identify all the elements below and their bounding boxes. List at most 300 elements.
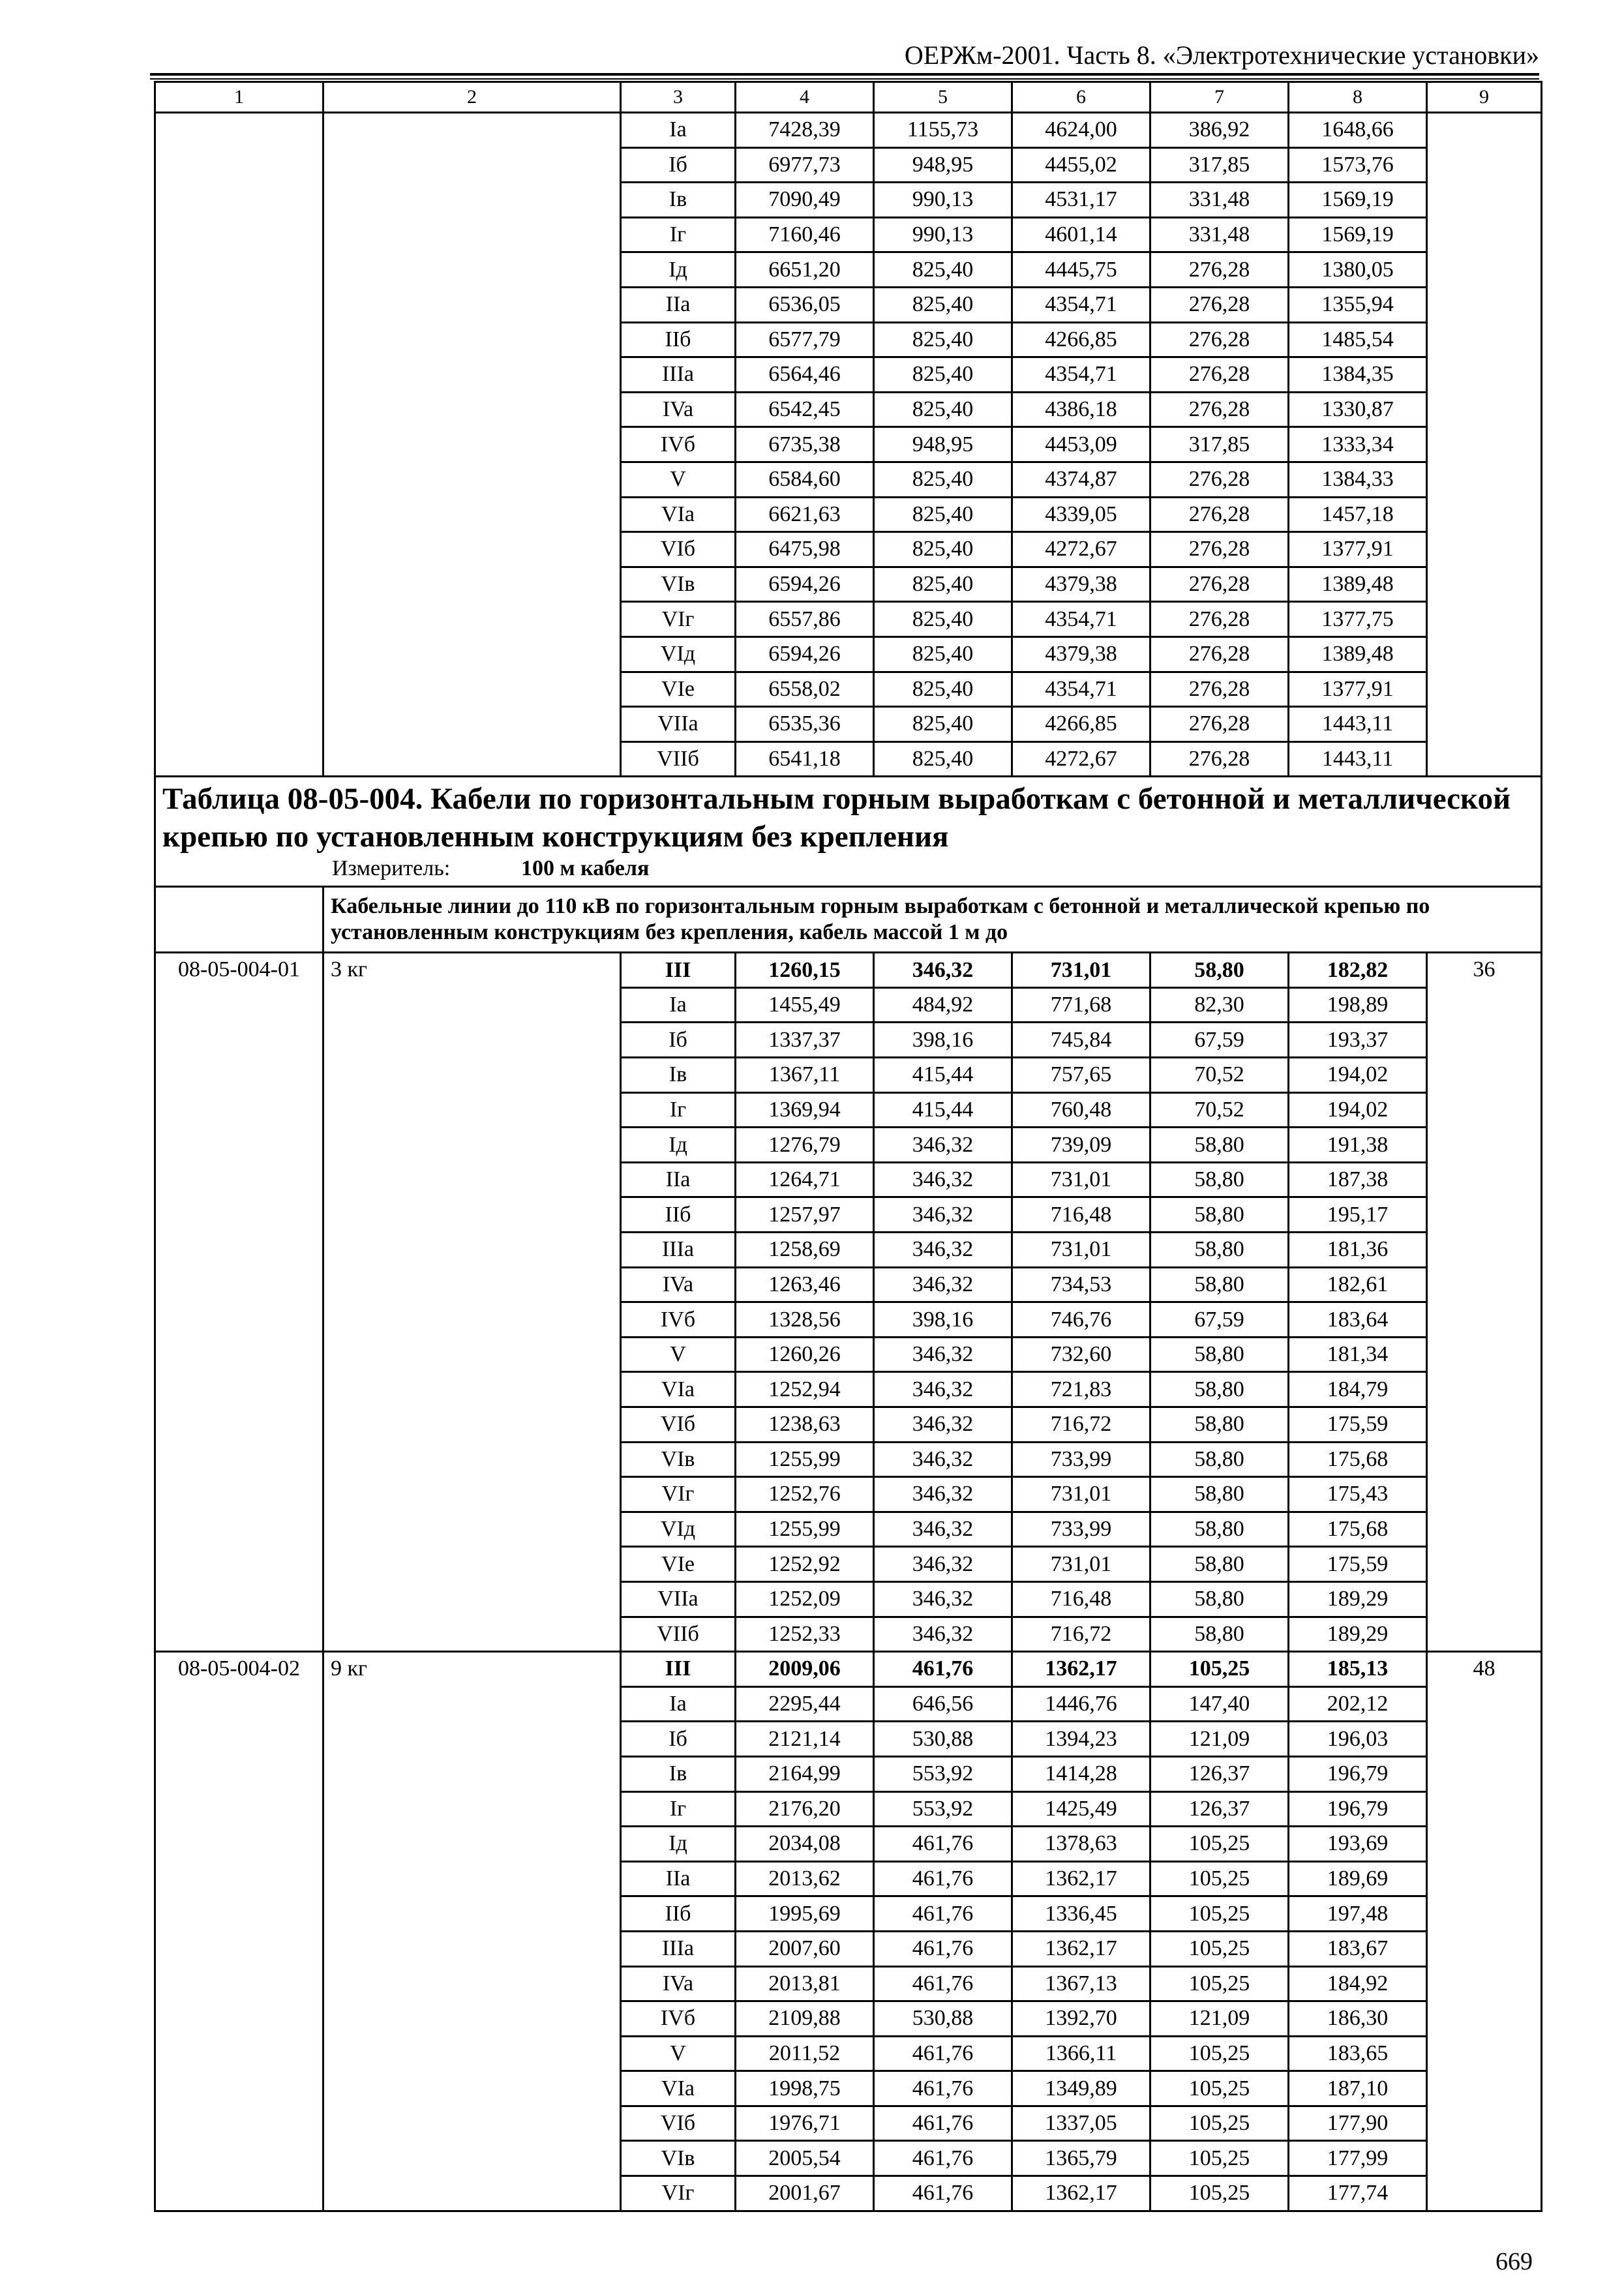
price-value: 733,99 — [1012, 1512, 1150, 1547]
price-value: 1263,46 — [736, 1267, 874, 1302]
price-value: 2011,52 — [736, 2036, 874, 2071]
table-row — [155, 953, 1542, 988]
price-value: 386,92 — [1150, 113, 1289, 148]
zone-code: IIa — [621, 287, 736, 322]
price-value: 461,76 — [874, 1966, 1012, 2001]
price-value: 58,80 — [1150, 1547, 1289, 1582]
price-value: 553,92 — [874, 1756, 1012, 1791]
zone-code: VIIб — [621, 1617, 736, 1652]
price-value: 276,28 — [1150, 672, 1289, 707]
price-value: 1377,91 — [1289, 532, 1427, 567]
price-value: 193,69 — [1289, 1827, 1427, 1862]
column-number-row — [155, 82, 1542, 113]
zone-code: Ia — [621, 113, 736, 148]
price-value: 4386,18 — [1012, 392, 1150, 427]
price-value: 461,76 — [874, 1896, 1012, 1932]
price-value: 346,32 — [874, 1442, 1012, 1477]
price-value: 1337,37 — [736, 1023, 874, 1058]
price-value: 1328,56 — [736, 1302, 874, 1338]
zone-code: Ia — [621, 1686, 736, 1722]
zone-code: V — [621, 1337, 736, 1372]
price-value: 195,17 — [1289, 1197, 1427, 1233]
price-value: 1260,26 — [736, 1337, 874, 1372]
price-value: 745,84 — [1012, 1023, 1150, 1058]
price-value: 6577,79 — [736, 322, 874, 357]
zone-code: III — [621, 953, 736, 988]
rate-name — [323, 113, 621, 777]
price-value: 461,76 — [874, 1827, 1012, 1862]
price-value: 121,09 — [1150, 1722, 1289, 1757]
zone-code: Iб — [621, 1023, 736, 1058]
page-number: 669 — [1496, 2248, 1533, 2275]
price-value: 276,28 — [1150, 462, 1289, 497]
price-value: 1392,70 — [1012, 2001, 1150, 2037]
price-value: 276,28 — [1150, 636, 1289, 672]
price-value: 646,56 — [874, 1686, 1012, 1722]
price-value: 4455,02 — [1012, 147, 1150, 183]
price-value: 58,80 — [1150, 1197, 1289, 1233]
price-value: 7090,49 — [736, 183, 874, 218]
price-value: 58,80 — [1150, 953, 1289, 988]
price-value: 6594,26 — [736, 567, 874, 602]
price-value: 461,76 — [874, 2106, 1012, 2141]
price-value: 6977,73 — [736, 147, 874, 183]
price-value: 58,80 — [1150, 1442, 1289, 1477]
zone-code: VIв — [621, 567, 736, 602]
price-value: 4272,67 — [1012, 532, 1150, 567]
price-value: 346,32 — [874, 1512, 1012, 1547]
price-value: 461,76 — [874, 2071, 1012, 2106]
price-value: 484,92 — [874, 987, 1012, 1023]
price-value: 948,95 — [874, 427, 1012, 462]
price-value: 276,28 — [1150, 602, 1289, 637]
price-value: 771,68 — [1012, 987, 1150, 1023]
column-number: 2 — [323, 82, 621, 113]
price-value: 990,13 — [874, 217, 1012, 252]
table-title-row — [155, 777, 1542, 887]
price-value: 346,32 — [874, 1233, 1012, 1268]
price-value: 825,40 — [874, 252, 1012, 288]
price-value: 746,76 — [1012, 1302, 1150, 1338]
price-value: 1389,48 — [1289, 636, 1427, 672]
price-value: 732,60 — [1012, 1337, 1150, 1372]
price-value: 825,40 — [874, 741, 1012, 777]
price-value: 4339,05 — [1012, 497, 1150, 532]
price-value: 2176,20 — [736, 1791, 874, 1827]
zone-code: VIг — [621, 1477, 736, 1512]
price-value: 82,30 — [1150, 987, 1289, 1023]
price-value: 731,01 — [1012, 953, 1150, 988]
price-value: 6536,05 — [736, 287, 874, 322]
section-heading: Кабельные линии до 110 кВ по горизонтальным горным выработкам с бетонной и металлической крепью по установленным конструкциям без крепления, кабель массой 1 м до — [323, 887, 1542, 953]
zone-code: VIIa — [621, 707, 736, 742]
price-value: 346,32 — [874, 1581, 1012, 1617]
column-number: 1 — [155, 82, 323, 113]
price-value: 147,40 — [1150, 1686, 1289, 1722]
price-value: 1255,99 — [736, 1442, 874, 1477]
unit-line — [162, 856, 1534, 882]
price-value: 276,28 — [1150, 357, 1289, 393]
price-value: 398,16 — [874, 1302, 1012, 1338]
price-value: 105,25 — [1150, 1652, 1289, 1687]
price-value: 6558,02 — [736, 672, 874, 707]
price-value: 58,80 — [1150, 1617, 1289, 1652]
zone-code: IIб — [621, 1197, 736, 1233]
rate-code — [155, 113, 323, 777]
price-value: 733,99 — [1012, 1442, 1150, 1477]
price-value: 1252,94 — [736, 1372, 874, 1407]
price-value: 1394,23 — [1012, 1722, 1150, 1757]
price-value: 1573,76 — [1289, 147, 1427, 183]
price-value: 1255,99 — [736, 1512, 874, 1547]
price-value: 184,92 — [1289, 1966, 1427, 2001]
price-value: 731,01 — [1012, 1547, 1150, 1582]
table-row — [155, 1652, 1542, 1687]
price-value: 189,29 — [1289, 1617, 1427, 1652]
price-value: 825,40 — [874, 392, 1012, 427]
price-value: 2005,54 — [736, 2141, 874, 2176]
price-value: 2007,60 — [736, 1931, 874, 1966]
zone-code: Iв — [621, 1058, 736, 1093]
price-value: 346,32 — [874, 1267, 1012, 1302]
price-value: 2295,44 — [736, 1686, 874, 1722]
price-value: 6541,18 — [736, 741, 874, 777]
zone-code: IIa — [621, 1162, 736, 1197]
rate-code: 08-05-004-01 — [155, 953, 323, 1652]
price-value: 825,40 — [874, 707, 1012, 742]
zone-code: VIд — [621, 636, 736, 672]
price-value: 58,80 — [1150, 1233, 1289, 1268]
price-value: 1349,89 — [1012, 2071, 1150, 2106]
price-value: 1367,11 — [736, 1058, 874, 1093]
unit-value: 100 м кабеля — [521, 856, 650, 881]
price-value: 1998,75 — [736, 2071, 874, 2106]
price-value: 739,09 — [1012, 1128, 1150, 1163]
price-value: 58,80 — [1150, 1512, 1289, 1547]
price-value: 1457,18 — [1289, 497, 1427, 532]
price-value: 4453,09 — [1012, 427, 1150, 462]
zone-code: IIIa — [621, 1931, 736, 1966]
table-title: Таблица 08-05-004. Кабели по горизонтальным горным выработкам с бетонной и металлической крепью по установленным конструкциям без крепления — [162, 782, 1511, 854]
price-value: 1455,49 — [736, 987, 874, 1023]
price-value: 346,32 — [874, 1407, 1012, 1443]
zone-code: VIIa — [621, 1581, 736, 1617]
price-value: 731,01 — [1012, 1162, 1150, 1197]
price-value: 177,74 — [1289, 2176, 1427, 2211]
zone-code: IIб — [621, 1896, 736, 1932]
zone-code: IIIa — [621, 357, 736, 393]
price-value: 346,32 — [874, 1128, 1012, 1163]
price-value: 731,01 — [1012, 1233, 1150, 1268]
price-value: 198,89 — [1289, 987, 1427, 1023]
price-value: 184,79 — [1289, 1372, 1427, 1407]
price-value: 1648,66 — [1289, 113, 1427, 148]
price-value: 276,28 — [1150, 741, 1289, 777]
price-value: 461,76 — [874, 1931, 1012, 1966]
price-value: 6594,26 — [736, 636, 874, 672]
price-value: 731,01 — [1012, 1477, 1150, 1512]
price-value: 825,40 — [874, 672, 1012, 707]
price-value: 331,48 — [1150, 183, 1289, 218]
price-value: 196,79 — [1289, 1756, 1427, 1791]
price-value: 1362,17 — [1012, 1931, 1150, 1966]
price-value: 331,48 — [1150, 217, 1289, 252]
zone-code: VIa — [621, 1372, 736, 1407]
price-value: 1443,11 — [1289, 741, 1427, 777]
price-value: 825,40 — [874, 602, 1012, 637]
price-value: 1443,11 — [1289, 707, 1427, 742]
price-value: 4379,38 — [1012, 636, 1150, 672]
price-value: 4266,85 — [1012, 322, 1150, 357]
price-value: 105,25 — [1150, 2106, 1289, 2141]
price-value: 181,34 — [1289, 1337, 1427, 1372]
price-value: 197,48 — [1289, 1896, 1427, 1932]
price-value: 1362,17 — [1012, 2176, 1150, 2211]
price-value: 276,28 — [1150, 567, 1289, 602]
price-value: 721,83 — [1012, 1372, 1150, 1407]
price-value: 1446,76 — [1012, 1686, 1150, 1722]
price-value: 1155,73 — [874, 113, 1012, 148]
price-value: 105,25 — [1150, 1966, 1289, 2001]
price-value: 1336,45 — [1012, 1896, 1150, 1932]
zone-code: Iд — [621, 252, 736, 288]
price-value: 1369,94 — [736, 1092, 874, 1128]
section-heading-row — [155, 887, 1542, 953]
price-value: 2109,88 — [736, 2001, 874, 2037]
price-value: 1362,17 — [1012, 1861, 1150, 1896]
price-value: 990,13 — [874, 183, 1012, 218]
price-value: 194,02 — [1289, 1058, 1427, 1093]
price-value: 105,25 — [1150, 2141, 1289, 2176]
price-value: 4354,71 — [1012, 602, 1150, 637]
price-value: 6621,63 — [736, 497, 874, 532]
unit-label: Измеритель: — [332, 856, 451, 881]
price-value: 276,28 — [1150, 322, 1289, 357]
price-value: 105,25 — [1150, 1896, 1289, 1932]
price-value: 415,44 — [874, 1058, 1012, 1093]
price-value: 825,40 — [874, 357, 1012, 393]
price-value: 1330,87 — [1289, 392, 1427, 427]
price-value: 67,59 — [1150, 1302, 1289, 1338]
zone-code: VIв — [621, 1442, 736, 1477]
price-value: 58,80 — [1150, 1372, 1289, 1407]
price-value: 183,65 — [1289, 2036, 1427, 2071]
price-value: 4266,85 — [1012, 707, 1150, 742]
price-value: 175,68 — [1289, 1442, 1427, 1477]
price-value: 398,16 — [874, 1023, 1012, 1058]
price-value: 187,38 — [1289, 1162, 1427, 1197]
price-value: 825,40 — [874, 287, 1012, 322]
price-value: 185,13 — [1289, 1652, 1427, 1687]
price-value: 825,40 — [874, 322, 1012, 357]
price-value: 4445,75 — [1012, 252, 1150, 288]
zone-code: III — [621, 1652, 736, 1687]
zone-code: IVa — [621, 1966, 736, 2001]
price-value: 716,72 — [1012, 1617, 1150, 1652]
price-value: 175,59 — [1289, 1407, 1427, 1443]
zone-code: IIa — [621, 1861, 736, 1896]
zone-code: IVa — [621, 1267, 736, 1302]
price-value: 4272,67 — [1012, 741, 1150, 777]
price-value: 1252,92 — [736, 1547, 874, 1582]
price-value: 6651,20 — [736, 252, 874, 288]
zone-code: VIб — [621, 1407, 736, 1443]
price-value: 734,53 — [1012, 1267, 1150, 1302]
price-value: 1333,34 — [1289, 427, 1427, 462]
price-value: 346,32 — [874, 1162, 1012, 1197]
zone-code: Ia — [621, 987, 736, 1023]
price-value: 2034,08 — [736, 1827, 874, 1862]
zone-code: Iв — [621, 1756, 736, 1791]
price-value: 276,28 — [1150, 392, 1289, 427]
price-value: 4379,38 — [1012, 567, 1150, 602]
price-value: 1384,35 — [1289, 357, 1427, 393]
price-value: 58,80 — [1150, 1162, 1289, 1197]
price-value: 346,32 — [874, 1477, 1012, 1512]
price-value: 825,40 — [874, 567, 1012, 602]
zone-code: Iг — [621, 217, 736, 252]
price-value: 6542,45 — [736, 392, 874, 427]
price-value: 716,48 — [1012, 1581, 1150, 1617]
rate-code: 08-05-004-02 — [155, 1652, 323, 2211]
header-rule-thick — [150, 73, 1539, 76]
price-value: 1378,63 — [1012, 1827, 1150, 1862]
price-value: 276,28 — [1150, 497, 1289, 532]
price-value: 716,72 — [1012, 1407, 1150, 1443]
price-value: 1995,69 — [736, 1896, 874, 1932]
price-value: 105,25 — [1150, 2071, 1289, 2106]
price-value: 4354,71 — [1012, 357, 1150, 393]
price-value: 1380,05 — [1289, 252, 1427, 288]
price-value: 181,36 — [1289, 1233, 1427, 1268]
zone-code: Iб — [621, 1722, 736, 1757]
price-value: 1425,49 — [1012, 1791, 1150, 1827]
zone-code: VIe — [621, 1547, 736, 1582]
zone-code: VIб — [621, 532, 736, 567]
price-value: 461,76 — [874, 2036, 1012, 2071]
column-number: 8 — [1289, 82, 1427, 113]
section-empty-cell — [155, 887, 323, 953]
column-number: 5 — [874, 82, 1012, 113]
price-value: 202,12 — [1289, 1686, 1427, 1722]
price-value: 346,32 — [874, 953, 1012, 988]
zone-code: Iд — [621, 1128, 736, 1163]
zone-code: VIд — [621, 1512, 736, 1547]
price-value: 553,92 — [874, 1791, 1012, 1827]
table-row — [155, 113, 1542, 148]
zone-code: V — [621, 2036, 736, 2071]
price-value: 175,68 — [1289, 1512, 1427, 1547]
price-value: 7428,39 — [736, 113, 874, 148]
price-value: 58,80 — [1150, 1407, 1289, 1443]
price-value: 126,37 — [1150, 1791, 1289, 1827]
price-value: 1569,19 — [1289, 217, 1427, 252]
price-value: 1252,33 — [736, 1617, 874, 1652]
price-value: 1485,54 — [1289, 322, 1427, 357]
column-number: 6 — [1012, 82, 1150, 113]
price-value: 105,25 — [1150, 1861, 1289, 1896]
price-value: 346,32 — [874, 1197, 1012, 1233]
price-value: 175,59 — [1289, 1547, 1427, 1582]
price-value: 175,43 — [1289, 1477, 1427, 1512]
price-value: 186,30 — [1289, 2001, 1427, 2037]
zone-code: VIe — [621, 672, 736, 707]
zone-code: VIг — [621, 602, 736, 637]
price-value: 1365,79 — [1012, 2141, 1150, 2176]
zone-code: VIa — [621, 2071, 736, 2106]
price-value: 1257,97 — [736, 1197, 874, 1233]
price-value: 189,69 — [1289, 1861, 1427, 1896]
price-value: 461,76 — [874, 2141, 1012, 2176]
price-value: 58,80 — [1150, 1267, 1289, 1302]
price-value: 276,28 — [1150, 532, 1289, 567]
price-value: 530,88 — [874, 1722, 1012, 1757]
price-value: 825,40 — [874, 497, 1012, 532]
price-value: 825,40 — [874, 636, 1012, 672]
price-value: 1252,09 — [736, 1581, 874, 1617]
labor-value: 48 — [1427, 1652, 1542, 2211]
price-value: 948,95 — [874, 147, 1012, 183]
price-value: 189,29 — [1289, 1581, 1427, 1617]
price-value: 7160,46 — [736, 217, 874, 252]
price-value: 67,59 — [1150, 1023, 1289, 1058]
price-value: 346,32 — [874, 1337, 1012, 1372]
column-number: 3 — [621, 82, 736, 113]
header-rule-thin — [150, 78, 1539, 80]
price-value: 105,25 — [1150, 2036, 1289, 2071]
price-value: 825,40 — [874, 532, 1012, 567]
zone-code: VIб — [621, 2106, 736, 2141]
zone-code: VIг — [621, 2176, 736, 2211]
price-value: 346,32 — [874, 1547, 1012, 1582]
zone-code: Iг — [621, 1791, 736, 1827]
zone-code: VIa — [621, 497, 736, 532]
price-value: 2013,62 — [736, 1861, 874, 1896]
price-value: 346,32 — [874, 1617, 1012, 1652]
price-value: 461,76 — [874, 2176, 1012, 2211]
zone-code: IVб — [621, 427, 736, 462]
price-value: 2121,14 — [736, 1722, 874, 1757]
zone-code: IVa — [621, 392, 736, 427]
zone-code: Iв — [621, 183, 736, 218]
price-value: 4354,71 — [1012, 672, 1150, 707]
zone-code: VIв — [621, 2141, 736, 2176]
price-value: 346,32 — [874, 1372, 1012, 1407]
price-value: 4601,14 — [1012, 217, 1150, 252]
price-value: 716,48 — [1012, 1197, 1150, 1233]
running-header: ОЕРЖм-2001. Часть 8. «Электротехнические установки» — [904, 40, 1539, 70]
price-value: 825,40 — [874, 462, 1012, 497]
zone-code: IVб — [621, 1302, 736, 1338]
price-value: 126,37 — [1150, 1756, 1289, 1791]
price-value: 415,44 — [874, 1092, 1012, 1128]
price-value: 177,90 — [1289, 2106, 1427, 2141]
price-value: 1414,28 — [1012, 1756, 1150, 1791]
price-value: 2013,81 — [736, 1966, 874, 2001]
price-value: 6535,36 — [736, 707, 874, 742]
price-value: 1264,71 — [736, 1162, 874, 1197]
price-value: 1362,17 — [1012, 1652, 1150, 1687]
price-value: 183,67 — [1289, 1931, 1427, 1966]
price-value: 6735,38 — [736, 427, 874, 462]
price-value: 196,79 — [1289, 1791, 1427, 1827]
price-value: 1258,69 — [736, 1233, 874, 1268]
price-value: 4374,87 — [1012, 462, 1150, 497]
column-number: 9 — [1427, 82, 1542, 113]
price-value: 276,28 — [1150, 252, 1289, 288]
zone-code: VIIб — [621, 741, 736, 777]
price-value: 58,80 — [1150, 1337, 1289, 1372]
